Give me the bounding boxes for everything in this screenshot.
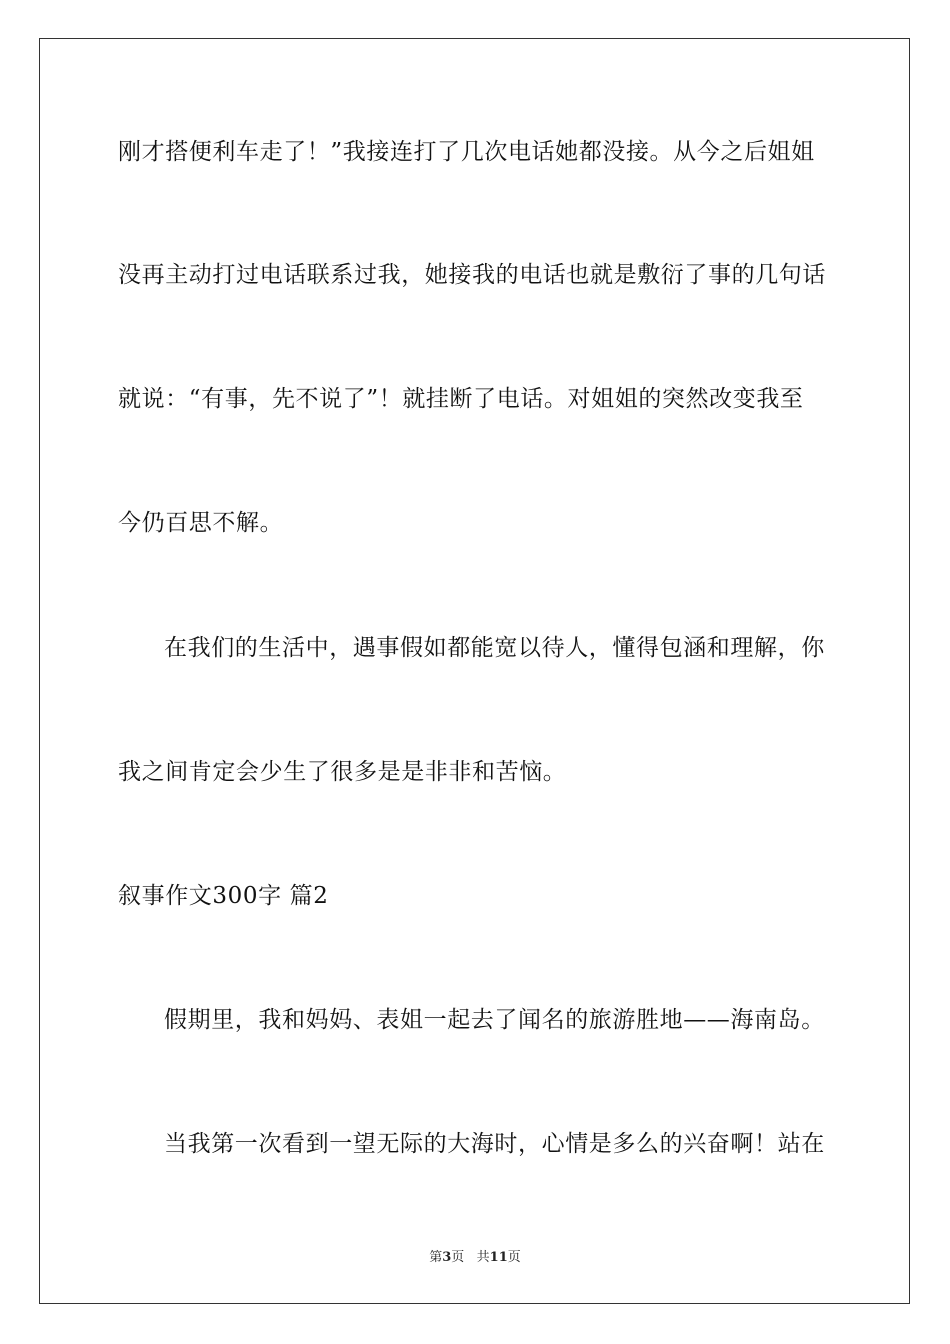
text-line-8: 当我第一次看到一望无际的大海时，心情是多么的兴奋啊！站在 [164, 1131, 825, 1157]
text-line-1: 刚才搭便利车走了！”我接连打了几次电话她都没接。从今之后姐姐 [118, 139, 815, 165]
text-line-2: 没再主动打过电话联系过我，她接我的电话也就是敷衍了事的几句话 [118, 262, 826, 288]
footer-current-page: 3 [442, 1250, 452, 1265]
text-line-6: 我之间肯定会少生了很多是是非非和苦恼。 [118, 759, 567, 785]
page-border [39, 38, 910, 1304]
footer-prefix: 第 [429, 1250, 443, 1265]
page-footer [0, 1246, 950, 1265]
footer-mid: 页 共 [451, 1250, 490, 1265]
text-line-7: 假期里，我和妈妈、表姐一起去了闻名的旅游胜地——海南岛。 [164, 1007, 825, 1033]
footer-total-pages: 11 [489, 1250, 508, 1265]
footer-suffix: 页 [507, 1250, 521, 1265]
text-line-3: 就说：“有事，先不说了”！就挂断了电话。对姐姐的突然改变我至 [118, 386, 804, 412]
section-heading: 叙事作文300字 篇2 [118, 883, 329, 909]
text-line-5: 在我们的生活中，遇事假如都能宽以待人，懂得包涵和理解，你 [164, 635, 825, 661]
text-line-4: 今仍百思不解。 [118, 510, 284, 536]
